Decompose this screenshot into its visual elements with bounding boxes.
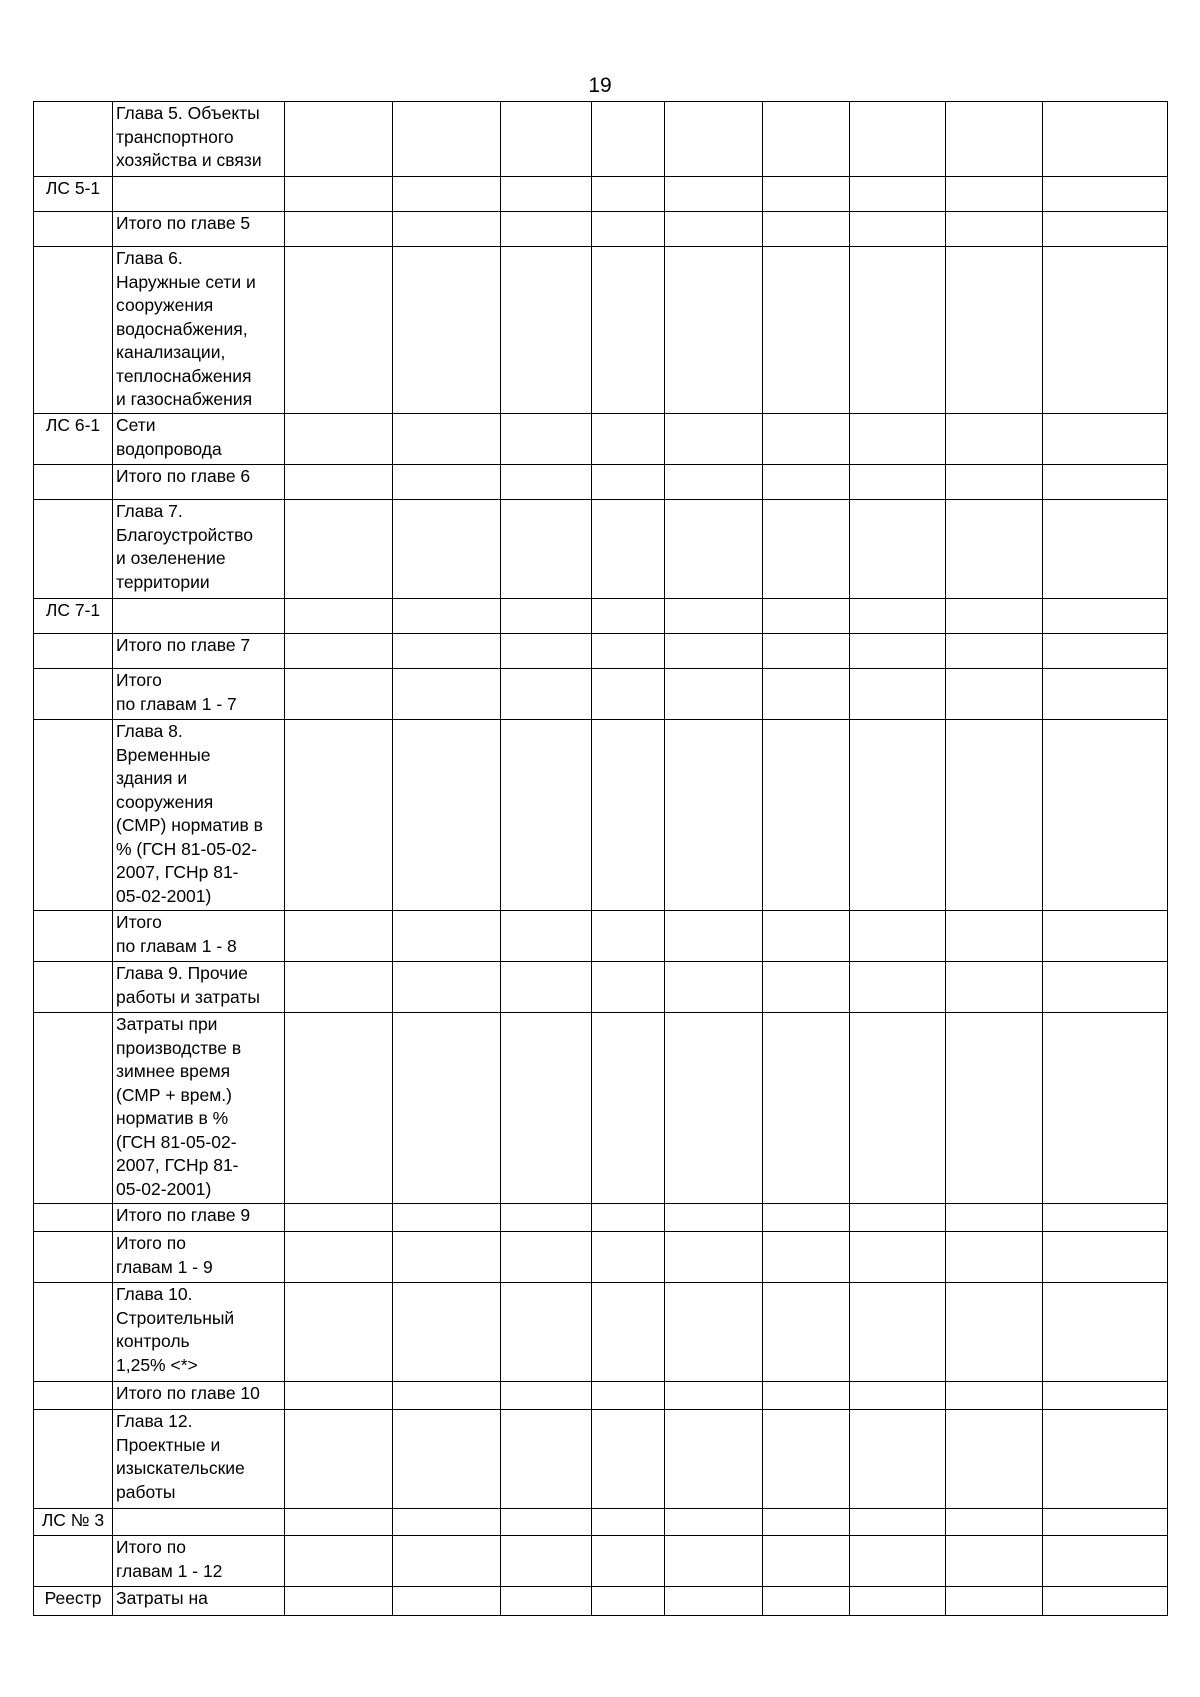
empty-value-cell [592, 177, 665, 212]
empty-value-cell [1043, 1013, 1168, 1204]
empty-value-cell [946, 669, 1043, 720]
empty-value-cell [665, 1283, 763, 1382]
empty-value-cell [501, 1204, 592, 1232]
empty-value-cell [393, 599, 501, 634]
empty-value-cell [1043, 1283, 1168, 1382]
table-row [34, 1410, 1168, 1509]
row-code-cell [34, 1283, 113, 1382]
row-name-cell: Глава 7. Благоустройство и озеленение территории [113, 500, 285, 599]
empty-value-cell [763, 500, 850, 599]
empty-value-cell [946, 1013, 1043, 1204]
empty-value-cell [1043, 1410, 1168, 1509]
empty-value-cell [393, 1536, 501, 1587]
empty-value-cell [763, 720, 850, 911]
empty-value-cell [850, 1204, 946, 1232]
empty-value-cell [285, 102, 393, 177]
table-row [34, 911, 1168, 962]
empty-value-cell [1043, 102, 1168, 177]
row-name-cell: Глава 12. Проектные и изыскательские работы [113, 1410, 285, 1509]
empty-value-cell [592, 1382, 665, 1410]
row-code-cell: ЛС 7-1 [34, 599, 113, 634]
empty-value-cell [946, 1232, 1043, 1283]
table-row [34, 1509, 1168, 1536]
empty-value-cell [501, 177, 592, 212]
empty-value-cell [285, 1509, 393, 1536]
empty-value-cell [592, 465, 665, 500]
empty-value-cell [763, 247, 850, 414]
empty-value-cell [393, 500, 501, 599]
empty-value-cell [393, 634, 501, 669]
empty-value-cell [946, 911, 1043, 962]
empty-value-cell [763, 414, 850, 465]
empty-value-cell [501, 1536, 592, 1587]
row-code-cell [34, 102, 113, 177]
empty-value-cell [850, 962, 946, 1013]
row-name-cell: Глава 6. Наружные сети и сооружения водоснабжения, канализации, теплоснабжения и газоснабжения [113, 247, 285, 414]
empty-value-cell [1043, 1232, 1168, 1283]
row-name-cell: Итого по главе 6 [113, 465, 285, 500]
table-row [34, 465, 1168, 500]
table-row [34, 634, 1168, 669]
empty-value-cell [763, 1536, 850, 1587]
empty-value-cell [665, 212, 763, 247]
empty-value-cell [501, 1232, 592, 1283]
empty-value-cell [592, 1204, 665, 1232]
row-name-cell: Глава 5. Объекты транспортного хозяйства и связи [113, 102, 285, 177]
empty-value-cell [665, 1410, 763, 1509]
empty-value-cell [946, 634, 1043, 669]
empty-value-cell [285, 247, 393, 414]
empty-value-cell [393, 247, 501, 414]
empty-value-cell [850, 1232, 946, 1283]
empty-value-cell [393, 1232, 501, 1283]
empty-value-cell [665, 465, 763, 500]
empty-value-cell [1043, 911, 1168, 962]
empty-value-cell [763, 102, 850, 177]
empty-value-cell [763, 1410, 850, 1509]
empty-value-cell [285, 1204, 393, 1232]
empty-value-cell [665, 1013, 763, 1204]
empty-value-cell [393, 720, 501, 911]
row-code-cell [34, 720, 113, 911]
row-name-cell: Затраты при производстве в зимнее время (СМР + врем.) норматив в % (ГСН 81-05-02- 2007, ГСНр 81- 05-02-2001) [113, 1013, 285, 1204]
empty-value-cell [946, 177, 1043, 212]
empty-value-cell [850, 1382, 946, 1410]
table-row [34, 102, 1168, 177]
empty-value-cell [763, 634, 850, 669]
empty-value-cell [850, 1283, 946, 1382]
row-code-cell [34, 500, 113, 599]
empty-value-cell [592, 669, 665, 720]
empty-value-cell [763, 1232, 850, 1283]
empty-value-cell [501, 247, 592, 414]
page-number: 19 [588, 74, 612, 97]
empty-value-cell [393, 414, 501, 465]
empty-value-cell [946, 1410, 1043, 1509]
empty-value-cell [1043, 1587, 1168, 1616]
empty-value-cell [946, 414, 1043, 465]
empty-value-cell [285, 414, 393, 465]
empty-value-cell [946, 212, 1043, 247]
empty-value-cell [946, 500, 1043, 599]
empty-value-cell [592, 1013, 665, 1204]
empty-value-cell [850, 465, 946, 500]
empty-value-cell [946, 1509, 1043, 1536]
row-name-cell: Итого по главе 10 [113, 1382, 285, 1410]
empty-value-cell [393, 212, 501, 247]
table-row [34, 414, 1168, 465]
row-code-cell [34, 1382, 113, 1410]
empty-value-cell [393, 1204, 501, 1232]
empty-value-cell [665, 177, 763, 212]
empty-value-cell [850, 720, 946, 911]
empty-value-cell [501, 465, 592, 500]
empty-value-cell [501, 212, 592, 247]
empty-value-cell [592, 1232, 665, 1283]
table-row [34, 212, 1168, 247]
empty-value-cell [592, 1536, 665, 1587]
row-code-cell [34, 247, 113, 414]
empty-value-cell [850, 247, 946, 414]
empty-value-cell [763, 1283, 850, 1382]
row-name-cell: Глава 9. Прочие работы и затраты [113, 962, 285, 1013]
empty-value-cell [850, 911, 946, 962]
empty-value-cell [665, 911, 763, 962]
row-name-cell [113, 1509, 285, 1536]
empty-value-cell [393, 1509, 501, 1536]
empty-value-cell [501, 102, 592, 177]
empty-value-cell [946, 962, 1043, 1013]
empty-value-cell [285, 1283, 393, 1382]
empty-value-cell [1043, 1204, 1168, 1232]
table-row [34, 720, 1168, 911]
empty-value-cell [393, 465, 501, 500]
row-name-cell: Глава 8. Временные здания и сооружения (СМР) норматив в % (ГСН 81-05-02- 2007, ГСНр 81- 05-02-2001) [113, 720, 285, 911]
empty-value-cell [665, 500, 763, 599]
empty-value-cell [285, 177, 393, 212]
table-row [34, 177, 1168, 212]
empty-value-cell [665, 669, 763, 720]
empty-value-cell [592, 962, 665, 1013]
row-code-cell [34, 212, 113, 247]
empty-value-cell [501, 634, 592, 669]
empty-value-cell [285, 911, 393, 962]
empty-value-cell [501, 669, 592, 720]
row-code-cell [34, 1536, 113, 1587]
empty-value-cell [501, 720, 592, 911]
empty-value-cell [665, 962, 763, 1013]
empty-value-cell [285, 465, 393, 500]
row-code-cell: ЛС № 3 [34, 1509, 113, 1536]
empty-value-cell [592, 102, 665, 177]
empty-value-cell [763, 1587, 850, 1616]
table-row [34, 669, 1168, 720]
table-row [34, 1204, 1168, 1232]
empty-value-cell [850, 1587, 946, 1616]
empty-value-cell [1043, 465, 1168, 500]
empty-value-cell [1043, 1509, 1168, 1536]
empty-value-cell [946, 1382, 1043, 1410]
empty-value-cell [285, 212, 393, 247]
empty-value-cell [850, 1509, 946, 1536]
table-row [34, 1382, 1168, 1410]
empty-value-cell [393, 1587, 501, 1616]
empty-value-cell [850, 669, 946, 720]
empty-value-cell [946, 247, 1043, 414]
empty-value-cell [1043, 669, 1168, 720]
empty-value-cell [1043, 1382, 1168, 1410]
row-name-cell [113, 599, 285, 634]
estimate-table [33, 101, 1168, 1616]
empty-value-cell [501, 1283, 592, 1382]
empty-value-cell [763, 599, 850, 634]
empty-value-cell [1043, 414, 1168, 465]
row-code-cell: ЛС 6-1 [34, 414, 113, 465]
empty-value-cell [1043, 212, 1168, 247]
empty-value-cell [393, 1013, 501, 1204]
empty-value-cell [763, 1382, 850, 1410]
row-name-cell: Итого по главам 1 - 8 [113, 911, 285, 962]
empty-value-cell [285, 1013, 393, 1204]
empty-value-cell [393, 1382, 501, 1410]
empty-value-cell [763, 1204, 850, 1232]
empty-value-cell [501, 1509, 592, 1536]
empty-value-cell [592, 599, 665, 634]
empty-value-cell [763, 669, 850, 720]
empty-value-cell [285, 1536, 393, 1587]
empty-value-cell [393, 102, 501, 177]
empty-value-cell [285, 962, 393, 1013]
table-row [34, 1283, 1168, 1382]
empty-value-cell [946, 720, 1043, 911]
row-code-cell: Реестр [34, 1587, 113, 1616]
empty-value-cell [285, 1382, 393, 1410]
empty-value-cell [665, 1536, 763, 1587]
empty-value-cell [393, 911, 501, 962]
table-row [34, 247, 1168, 414]
empty-value-cell [665, 1382, 763, 1410]
row-name-cell: Итого по главе 9 [113, 1204, 285, 1232]
empty-value-cell [763, 962, 850, 1013]
empty-value-cell [285, 1587, 393, 1616]
empty-value-cell [592, 212, 665, 247]
empty-value-cell [1043, 962, 1168, 1013]
empty-value-cell [501, 599, 592, 634]
table-row [34, 599, 1168, 634]
empty-value-cell [1043, 634, 1168, 669]
empty-value-cell [665, 1232, 763, 1283]
empty-value-cell [285, 669, 393, 720]
empty-value-cell [501, 1410, 592, 1509]
empty-value-cell [665, 414, 763, 465]
empty-value-cell [763, 1509, 850, 1536]
empty-value-cell [850, 1410, 946, 1509]
empty-value-cell [285, 500, 393, 599]
empty-value-cell [393, 1410, 501, 1509]
empty-value-cell [393, 669, 501, 720]
row-code-cell [34, 1232, 113, 1283]
empty-value-cell [946, 1587, 1043, 1616]
empty-value-cell [850, 1536, 946, 1587]
row-name-cell: Затраты на [113, 1587, 285, 1616]
empty-value-cell [665, 634, 763, 669]
empty-value-cell [946, 465, 1043, 500]
empty-value-cell [850, 212, 946, 247]
row-name-cell: Итого по главам 1 - 12 [113, 1536, 285, 1587]
empty-value-cell [665, 102, 763, 177]
empty-value-cell [285, 1232, 393, 1283]
table-row [34, 1587, 1168, 1616]
empty-value-cell [946, 1204, 1043, 1232]
empty-value-cell [665, 1509, 763, 1536]
empty-value-cell [763, 1013, 850, 1204]
empty-value-cell [592, 1283, 665, 1382]
table-row [34, 1232, 1168, 1283]
empty-value-cell [1043, 599, 1168, 634]
empty-value-cell [592, 1509, 665, 1536]
empty-value-cell [850, 1013, 946, 1204]
row-code-cell [34, 465, 113, 500]
table-row [34, 500, 1168, 599]
table-row [34, 962, 1168, 1013]
empty-value-cell [665, 599, 763, 634]
empty-value-cell [665, 1204, 763, 1232]
empty-value-cell [285, 1410, 393, 1509]
empty-value-cell [1043, 500, 1168, 599]
empty-value-cell [946, 599, 1043, 634]
empty-value-cell [592, 1410, 665, 1509]
empty-value-cell [1043, 247, 1168, 414]
estimate-table-body [34, 102, 1168, 1616]
row-code-cell [34, 1410, 113, 1509]
empty-value-cell [501, 500, 592, 599]
empty-value-cell [592, 500, 665, 599]
empty-value-cell [850, 599, 946, 634]
empty-value-cell [1043, 720, 1168, 911]
empty-value-cell [763, 465, 850, 500]
row-code-cell [34, 911, 113, 962]
row-code-cell [34, 1204, 113, 1232]
table-row [34, 1013, 1168, 1204]
row-name-cell: Глава 10. Строительный контроль 1,25% <*> [113, 1283, 285, 1382]
empty-value-cell [1043, 1536, 1168, 1587]
empty-value-cell [763, 177, 850, 212]
empty-value-cell [946, 1283, 1043, 1382]
empty-value-cell [1043, 177, 1168, 212]
row-code-cell [34, 634, 113, 669]
row-name-cell [113, 177, 285, 212]
empty-value-cell [501, 962, 592, 1013]
empty-value-cell [763, 212, 850, 247]
empty-value-cell [850, 102, 946, 177]
empty-value-cell [592, 414, 665, 465]
empty-value-cell [665, 720, 763, 911]
empty-value-cell [501, 1013, 592, 1204]
empty-value-cell [501, 414, 592, 465]
empty-value-cell [946, 102, 1043, 177]
empty-value-cell [850, 500, 946, 599]
row-code-cell [34, 1013, 113, 1204]
empty-value-cell [501, 1382, 592, 1410]
empty-value-cell [850, 414, 946, 465]
row-name-cell: Итого по главам 1 - 7 [113, 669, 285, 720]
empty-value-cell [285, 634, 393, 669]
table-row [34, 1536, 1168, 1587]
row-name-cell: Сети водопровода [113, 414, 285, 465]
empty-value-cell [592, 247, 665, 414]
empty-value-cell [501, 1587, 592, 1616]
empty-value-cell [285, 599, 393, 634]
empty-value-cell [665, 1587, 763, 1616]
empty-value-cell [850, 177, 946, 212]
empty-value-cell [665, 247, 763, 414]
row-name-cell: Итого по главе 5 [113, 212, 285, 247]
empty-value-cell [592, 1587, 665, 1616]
row-name-cell: Итого по главам 1 - 9 [113, 1232, 285, 1283]
empty-value-cell [592, 720, 665, 911]
empty-value-cell [393, 962, 501, 1013]
empty-value-cell [393, 1283, 501, 1382]
row-code-cell [34, 669, 113, 720]
empty-value-cell [592, 911, 665, 962]
empty-value-cell [285, 720, 393, 911]
empty-value-cell [850, 634, 946, 669]
row-name-cell: Итого по главе 7 [113, 634, 285, 669]
empty-value-cell [763, 911, 850, 962]
empty-value-cell [501, 911, 592, 962]
empty-value-cell [393, 177, 501, 212]
empty-value-cell [946, 1536, 1043, 1587]
row-code-cell: ЛС 5-1 [34, 177, 113, 212]
row-code-cell [34, 962, 113, 1013]
empty-value-cell [592, 634, 665, 669]
